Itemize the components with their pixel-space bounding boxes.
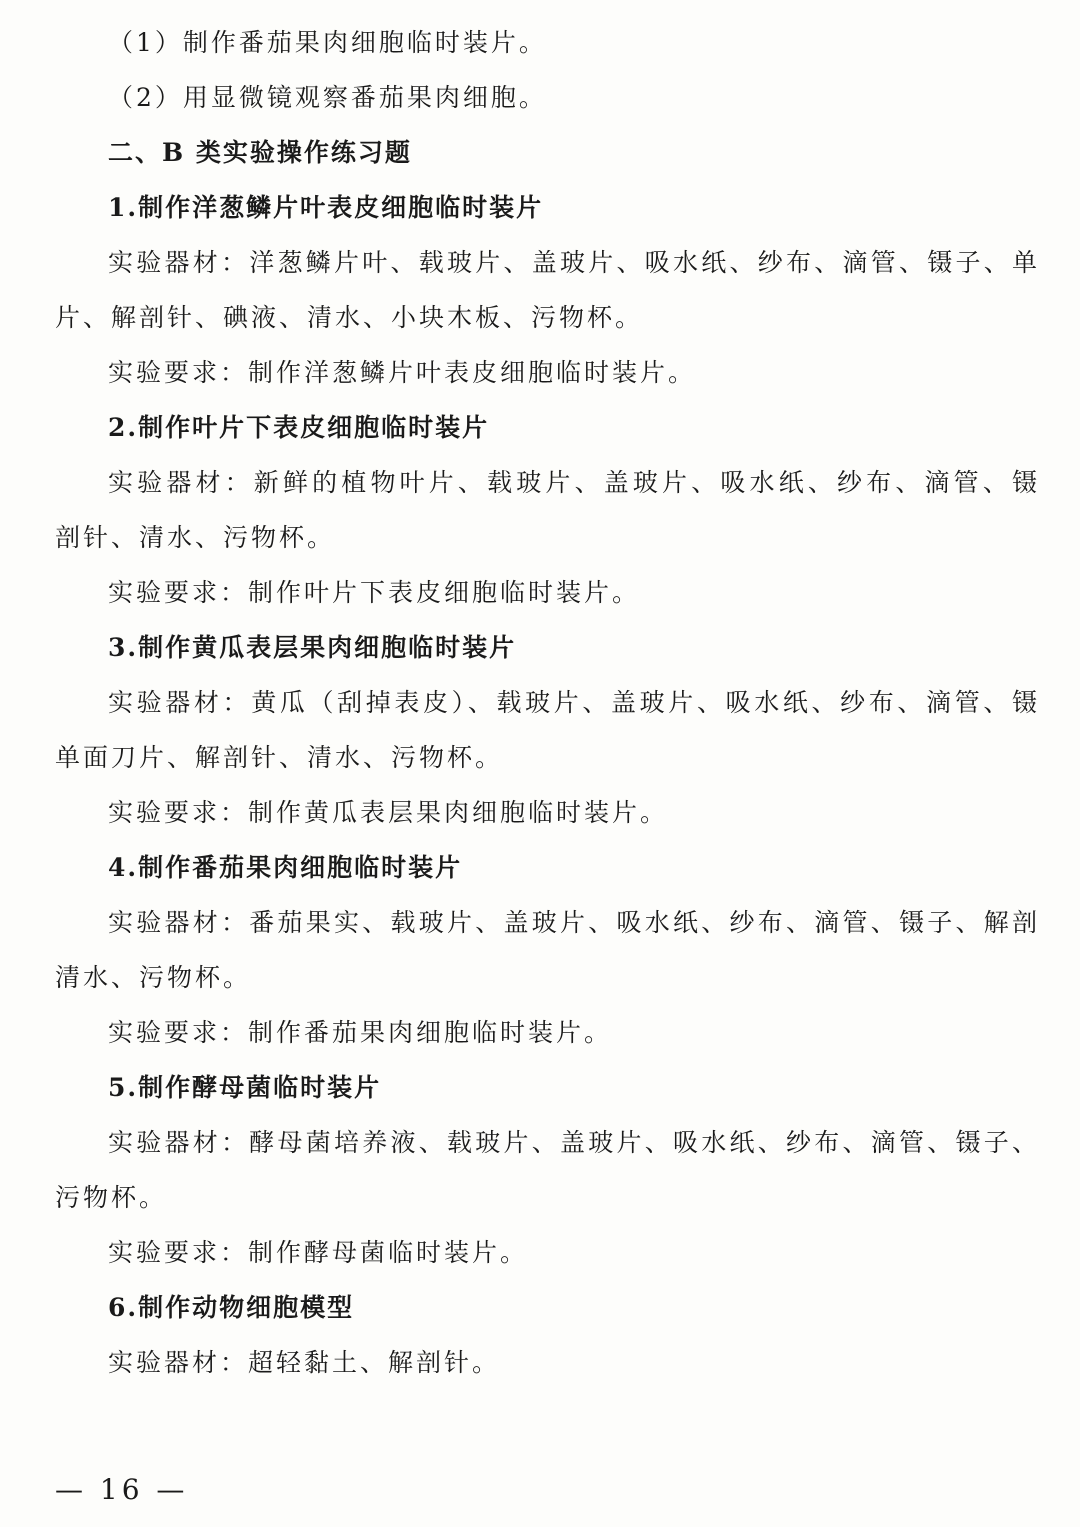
experiment-6-title: 6.制作动物细胞模型: [108, 1293, 355, 1322]
step-1-text: （1）制作番茄果肉细胞临时装片。: [108, 28, 547, 57]
experiment-1-requirement: 实验要求：制作洋葱鳞片叶表皮细胞临时装片。: [108, 358, 697, 387]
experiment-4-materials: 实验器材：番茄果实、载玻片、盖玻片、吸水纸、纱布、滴管、镊子、解剖: [108, 908, 1040, 937]
experiment-2-materials-cont: 剖针、清水、污物杯。: [55, 523, 336, 552]
experiment-6-materials: 实验器材：超轻黏土、解剖针。: [108, 1348, 501, 1377]
experiment-1-materials: 实验器材：洋葱鳞片叶、载玻片、盖玻片、吸水纸、纱布、滴管、镊子、单: [108, 248, 1040, 277]
experiment-5-title: 5.制作酵母菌临时装片: [108, 1073, 382, 1102]
page-number: — 16 —: [55, 1473, 189, 1506]
experiment-4-materials-cont: 清水、污物杯。: [55, 963, 252, 992]
experiment-3-requirement: 实验要求：制作黄瓜表层果肉细胞临时装片。: [108, 798, 669, 827]
experiment-4-title: 4.制作番茄果肉细胞临时装片: [108, 853, 463, 882]
experiment-2-title: 2.制作叶片下表皮细胞临时装片: [108, 413, 490, 442]
experiment-2-requirement: 实验要求：制作叶片下表皮细胞临时装片。: [108, 578, 641, 607]
experiment-2-materials: 实验器材：新鲜的植物叶片、载玻片、盖玻片、吸水纸、纱布、滴管、镊: [108, 468, 1040, 497]
experiment-3-title: 3.制作黄瓜表层果肉细胞临时装片: [108, 633, 517, 662]
experiment-5-materials-cont: 污物杯。: [55, 1183, 168, 1212]
experiment-1-materials-cont: 片、解剖针、碘液、清水、小块木板、污物杯。: [55, 303, 644, 332]
step-2-text: （2）用显微镜观察番茄果肉细胞。: [108, 83, 547, 112]
experiment-1-title: 1.制作洋葱鳞片叶表皮细胞临时装片: [108, 193, 544, 222]
section-heading: 二、B 类实验操作练习题: [108, 138, 412, 167]
experiment-4-requirement: 实验要求：制作番茄果肉细胞临时装片。: [108, 1018, 613, 1047]
experiment-3-materials: 实验器材：黄瓜（刮掉表皮）、载玻片、盖玻片、吸水纸、纱布、滴管、镊: [108, 688, 1040, 717]
experiment-5-requirement: 实验要求：制作酵母菌临时装片。: [108, 1238, 529, 1267]
experiment-5-materials: 实验器材：酵母菌培养液、载玻片、盖玻片、吸水纸、纱布、滴管、镊子、: [108, 1128, 1040, 1157]
experiment-3-materials-cont: 单面刀片、解剖针、清水、污物杯。: [55, 743, 504, 772]
